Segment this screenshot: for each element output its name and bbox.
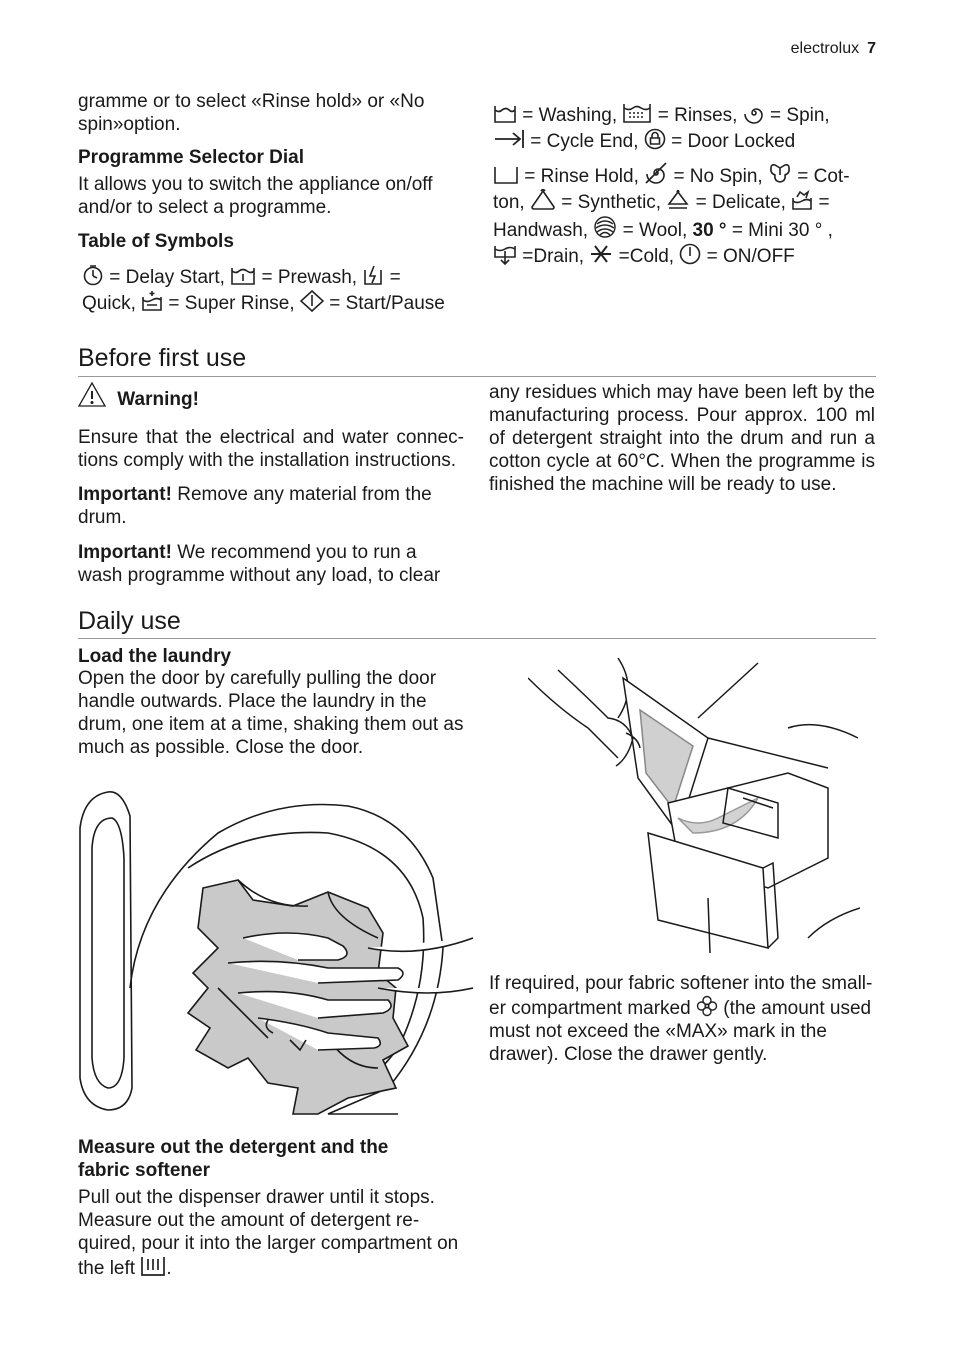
cold-icon <box>589 243 613 265</box>
drain-label: =Drain, <box>522 246 585 267</box>
selector-body: It allows you to switch the appliance on/off and/or to select a programme. <box>78 174 433 218</box>
symbols-list-b <box>493 102 878 154</box>
spin-icon <box>743 102 765 124</box>
mini-30-bold: 30 ° <box>692 220 727 241</box>
important-label-2: Important! <box>78 542 172 563</box>
cotton-label-2: ton, <box>493 192 525 213</box>
symbols-heading: Table of Symbols <box>78 231 234 252</box>
rinse-hold-label: = Rinse Hold, <box>524 166 639 187</box>
quick-icon <box>362 264 384 286</box>
warning-label: Warning! <box>117 389 199 410</box>
before-first-use-p3-text: We recommend you to run a wash programme without any load, to clear <box>78 542 441 586</box>
prewash-label: = Prewash, <box>261 267 358 288</box>
loading-laundry-illustration <box>78 788 473 1116</box>
delicate-label: = Delicate, <box>695 192 786 213</box>
delay-start-label: = Delay Start, <box>109 267 225 288</box>
brand-name: electrolux <box>790 40 860 57</box>
door-locked-label: = Door Locked <box>671 131 796 152</box>
load-laundry-heading: Load the laundry <box>78 646 232 667</box>
synthetic-icon <box>530 189 556 211</box>
mini-30-label: = Mini 30 ° , <box>731 220 833 241</box>
section-rule-2 <box>78 638 876 639</box>
cold-label: =Cold, <box>618 246 675 267</box>
delicate-icon <box>666 189 690 211</box>
washing-label: = Washing, <box>522 105 618 126</box>
cycle-end-icon <box>493 128 525 150</box>
handwash-icon <box>791 189 813 211</box>
on-off-icon <box>679 243 701 265</box>
cotton-icon <box>768 161 792 185</box>
softener-text-b: (the amount used must not exceed the «MAX» mark in the drawer). Close the drawer gently. <box>489 998 872 1065</box>
on-off-label: = ON/OFF <box>706 246 795 267</box>
measure-body <box>78 1186 464 1280</box>
rinses-label: = Rinses, <box>657 105 738 126</box>
before-first-use-p1: Ensure that the electrical and water connec-tions comply with the installation instructions. <box>78 427 464 471</box>
wool-label: = Wool, <box>622 220 688 241</box>
washing-icon <box>493 104 517 124</box>
start-pause-icon <box>300 290 324 312</box>
no-spin-label: = No Spin, <box>673 166 763 187</box>
drain-icon <box>493 243 517 265</box>
door-locked-icon <box>644 128 666 150</box>
measure-body-a: Pull out the dispenser drawer until it stops. Measure out the amount of detergent re-quired, pour it into the larger compartment on the left <box>78 1187 459 1279</box>
quick-label-2: Quick, <box>82 293 136 314</box>
symbols-list-a <box>82 264 472 316</box>
handwash-label-2: Handwash, <box>493 220 589 241</box>
selector-heading: Programme Selector Dial <box>78 147 304 168</box>
cycle-end-label: = Cycle End, <box>530 131 639 152</box>
measure-heading: Measure out the detergent and the fabric softener <box>78 1137 389 1181</box>
section-title-before-first-use: Before first use <box>78 344 247 372</box>
fabric-softener-icon <box>696 995 718 1017</box>
section-rule <box>78 376 876 377</box>
detergent-compartment-icon <box>140 1255 166 1277</box>
rinses-icon <box>622 102 652 124</box>
page-number: 7 <box>867 40 876 57</box>
synthetic-label: = Synthetic, <box>561 192 662 213</box>
cotton-label: = Cot- <box>797 166 850 187</box>
start-pause-label: = Start/Pause <box>329 293 445 314</box>
spin-label: = Spin, <box>770 105 830 126</box>
symbols-list-c <box>493 161 878 269</box>
before-first-use-p4: any residues which may have been left by the manufacturing process. Pour approx. 100 ml of detergent straight into the drum and run a cotton cycle at 60°C. When the programme is finished the machine will be ready to use. <box>489 382 875 495</box>
before-first-use-p3 <box>78 541 464 587</box>
quick-label: = <box>389 267 401 288</box>
before-first-use-p2-text: Remove any material from the drum. <box>78 484 432 528</box>
super-rinse-label: = Super Rinse, <box>168 293 295 314</box>
prewash-icon <box>230 266 256 286</box>
before-first-use-p2 <box>78 483 464 529</box>
handwash-label: = <box>818 192 830 213</box>
section-title-daily-use: Daily use <box>78 607 181 635</box>
no-spin-icon <box>644 161 668 185</box>
rinse-hold-icon <box>493 165 519 185</box>
wool-icon <box>593 215 617 239</box>
page-header <box>791 37 876 60</box>
measure-body-b: . <box>166 1258 172 1279</box>
warning-icon <box>77 381 107 408</box>
softener-text-a: If required, pour fabric softener into the small-er compartment marked <box>489 973 873 1019</box>
delay-start-icon <box>82 264 104 286</box>
dispenser-drawer-illustration <box>528 658 860 955</box>
load-laundry-body: Open the door by carefully pulling the door handle outwards. Place the laundry in the drum, one item at a time, shaking them out as much as possible. Close the door. <box>78 668 464 758</box>
intro-text: gramme or to select «Rinse hold» or «No spin»option. <box>78 91 425 135</box>
important-label: Important! <box>78 484 172 505</box>
softener-text <box>489 972 877 1066</box>
warning-row <box>77 381 199 412</box>
super-rinse-icon <box>141 290 163 312</box>
